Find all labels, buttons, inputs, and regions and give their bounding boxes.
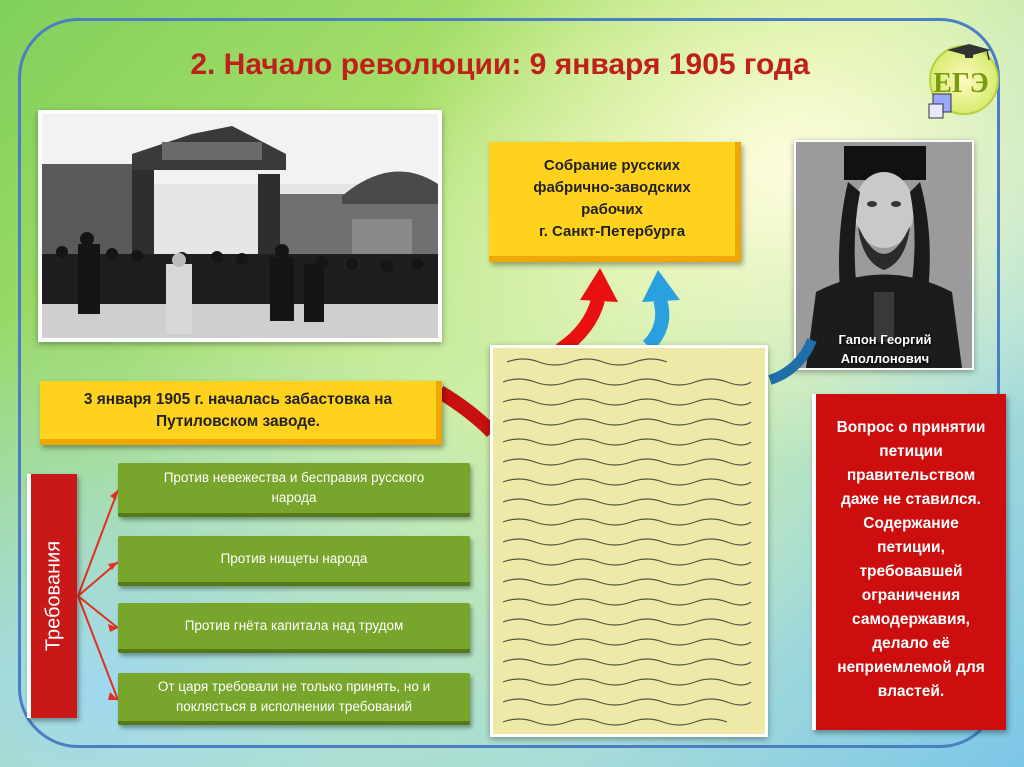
requirement-item [118, 463, 470, 517]
logo-text: ЕГЭ [933, 68, 989, 99]
blue-up-arrow-head [642, 270, 680, 302]
requirement-line: От царя требовали не только принять, но и [157, 679, 431, 694]
strike-line: Путиловском заводе. [155, 413, 320, 430]
requirement-line: поклясться в исполнении требований [175, 699, 413, 714]
requirements-label-bar [27, 474, 77, 718]
red-up-arrow [560, 300, 598, 350]
assembly-line: г. Санкт-Петербурга [538, 223, 686, 240]
note-line: даже не ставился. [841, 491, 981, 508]
page-title: 2. Начало революции: 9 января 1905 года [190, 48, 810, 81]
assembly-line: рабочих [581, 201, 643, 218]
petition-note-box [812, 394, 1006, 730]
requirement-item [118, 603, 470, 653]
requirement-line: народа [271, 490, 317, 505]
strike-line: 3 января 1905 г. началась забастовка на [83, 391, 393, 408]
assembly-line: Собрание русских [543, 157, 681, 174]
note-line: ограничения [861, 587, 961, 604]
requirement-line: Против гнёта капитала над трудом [184, 618, 404, 633]
requirement-line: Против нищеты народа [220, 551, 368, 566]
connector-heads [108, 490, 118, 700]
requirement-line: Против невежества и бесправия русского [163, 470, 425, 485]
gapon-caption-line: Аполлонович [840, 351, 930, 366]
note-line: требовавшей [859, 563, 963, 580]
blue-curve-arrow [770, 340, 812, 380]
red-curve-arrow [440, 392, 492, 432]
blue-up-arrow [648, 300, 662, 346]
petition-manuscript [490, 345, 768, 737]
note-line: Содержание [863, 515, 959, 532]
note-line: петиции [879, 443, 943, 460]
requirement-item [118, 673, 470, 725]
note-line: властей. [877, 683, 945, 700]
note-line: Вопрос о принятии [836, 419, 986, 436]
note-line: самодержавия, [852, 611, 970, 628]
strike-box [40, 381, 442, 445]
red-up-arrow-head [580, 268, 618, 302]
requirement-item [118, 536, 470, 586]
requirements-label: Требования [42, 540, 65, 652]
assembly-line: фабрично-заводских [533, 179, 691, 196]
note-line: правительством [846, 467, 976, 484]
note-line: петиции, [877, 539, 945, 556]
note-line: неприемлемой для [837, 659, 985, 676]
requirements-connectors [78, 490, 118, 700]
gapon-caption-line: Гапон Георгий [838, 332, 932, 347]
note-line: делало её [872, 635, 950, 652]
